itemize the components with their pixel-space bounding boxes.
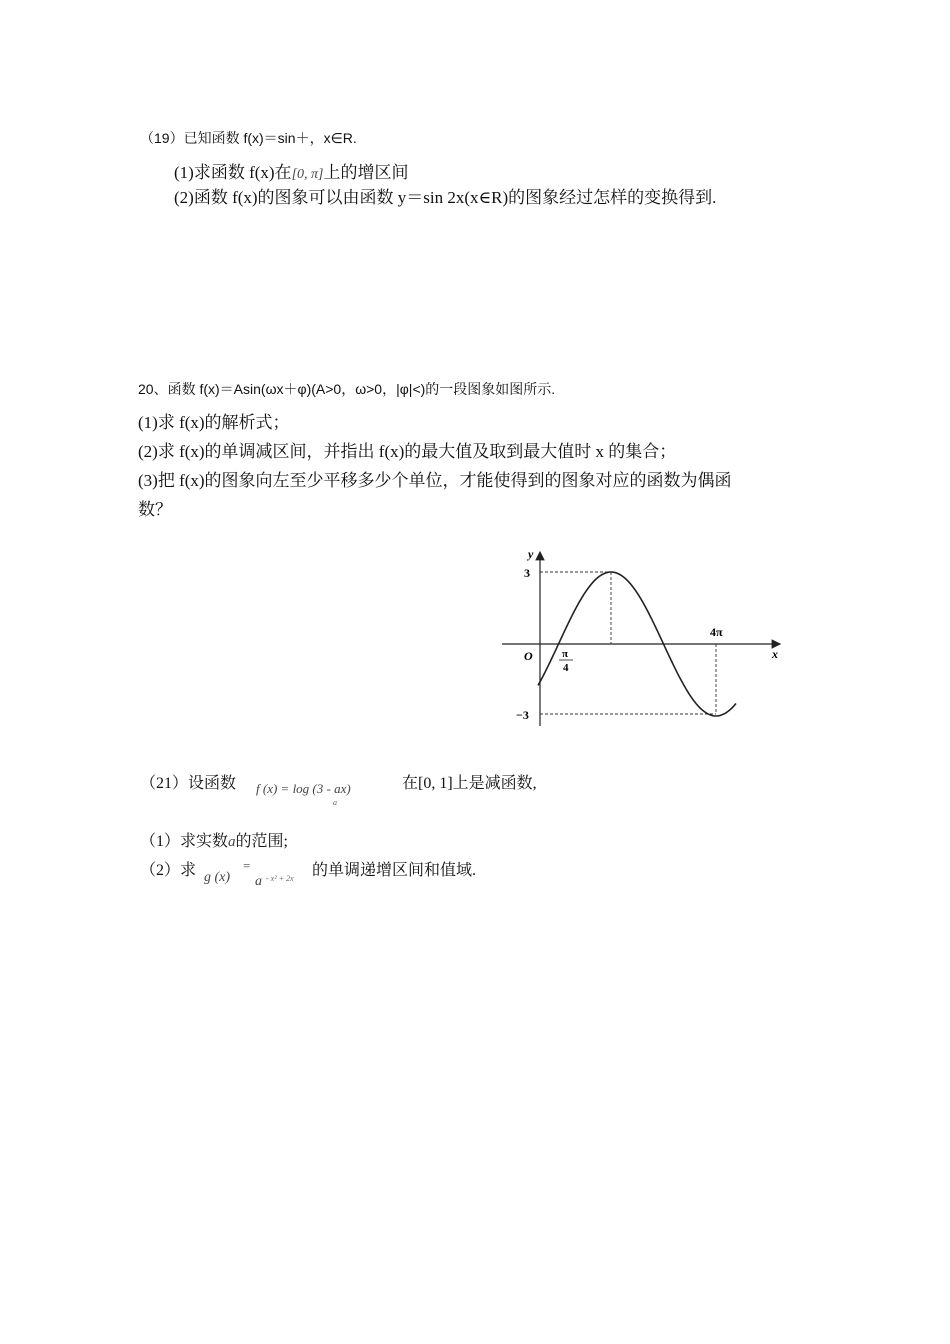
q21-part2-suffix: 的单调递增区间和值域. <box>312 862 477 879</box>
q21-formula-base-wrap <box>255 872 262 890</box>
q21-part1-suffix: 的范围; <box>235 833 288 850</box>
q20-part3-line2: 数？ <box>138 500 172 519</box>
x-tick-pi: π <box>562 648 569 660</box>
q20-title: 20、函数 f(x)＝Asin(ωx＋φ)(A>0，ω>0，|φ|<)的一段图象如图所示. <box>138 381 556 397</box>
q19-part1-interval: [0, π] <box>291 167 324 182</box>
q21-part1-prefix: （1）求实数 <box>140 833 229 850</box>
q21-formula-eq-wrap <box>243 857 250 875</box>
x-axis-label: x <box>772 647 778 661</box>
formula-exp: - x² + 2x <box>266 874 294 883</box>
y-axis-label: y <box>528 547 534 561</box>
q21-title <box>140 770 236 793</box>
q19-part1-prefix: (1)求函数 f(x)在 <box>174 163 292 182</box>
origin-label: O <box>524 649 533 663</box>
q21-part1-var: a <box>228 834 236 850</box>
x-tick-four: 4 <box>563 662 569 674</box>
formula-g: g (x) <box>204 870 231 885</box>
q20-part1: (1)求 f(x)的解析式； <box>138 413 290 432</box>
q21-title-prefix: （21）设函数 <box>140 775 237 792</box>
formula-eq: = <box>243 858 251 873</box>
q19-part1-suffix: 上的增区间 <box>323 163 409 182</box>
y-min-label: −3 <box>516 708 529 722</box>
q19-part2: (2)函数 f(x)的图象可以由函数 y＝sin 2x(x∈R)的图象经过怎样的变换得到. <box>174 188 717 207</box>
q21-title-suffix: 在[0, 1]上是减函数, <box>402 775 537 792</box>
formula-base: a <box>255 874 262 889</box>
q21-part2-prefix: （2）求 <box>140 862 197 879</box>
q21-formula-g-wrap <box>204 868 230 886</box>
q21-part1 <box>140 828 288 851</box>
x-tick-4pi: 4π <box>710 625 723 639</box>
q20-part2: (2)求 f(x)的单调减区间，并指出 f(x)的最大值及取到最大值时 x 的集合； <box>138 442 677 461</box>
sine-graph <box>498 546 788 730</box>
q19-title: （19）已知函数 f(x)＝sin＋，x∈R. <box>140 130 357 146</box>
q20-part3-line1: (3)把 f(x)的图象向左至少平移多少个单位，才能使得到的图象对应的函数为偶函 <box>138 471 732 490</box>
q19-part1 <box>174 158 408 183</box>
q21-formula-exp-wrap <box>266 868 294 886</box>
y-max-label: 3 <box>524 566 530 580</box>
formula-f-base: a <box>333 798 337 807</box>
formula-f: f (x) = log (3 - ax) <box>256 781 351 796</box>
q21-formula-f-sub-wrap <box>333 792 337 810</box>
